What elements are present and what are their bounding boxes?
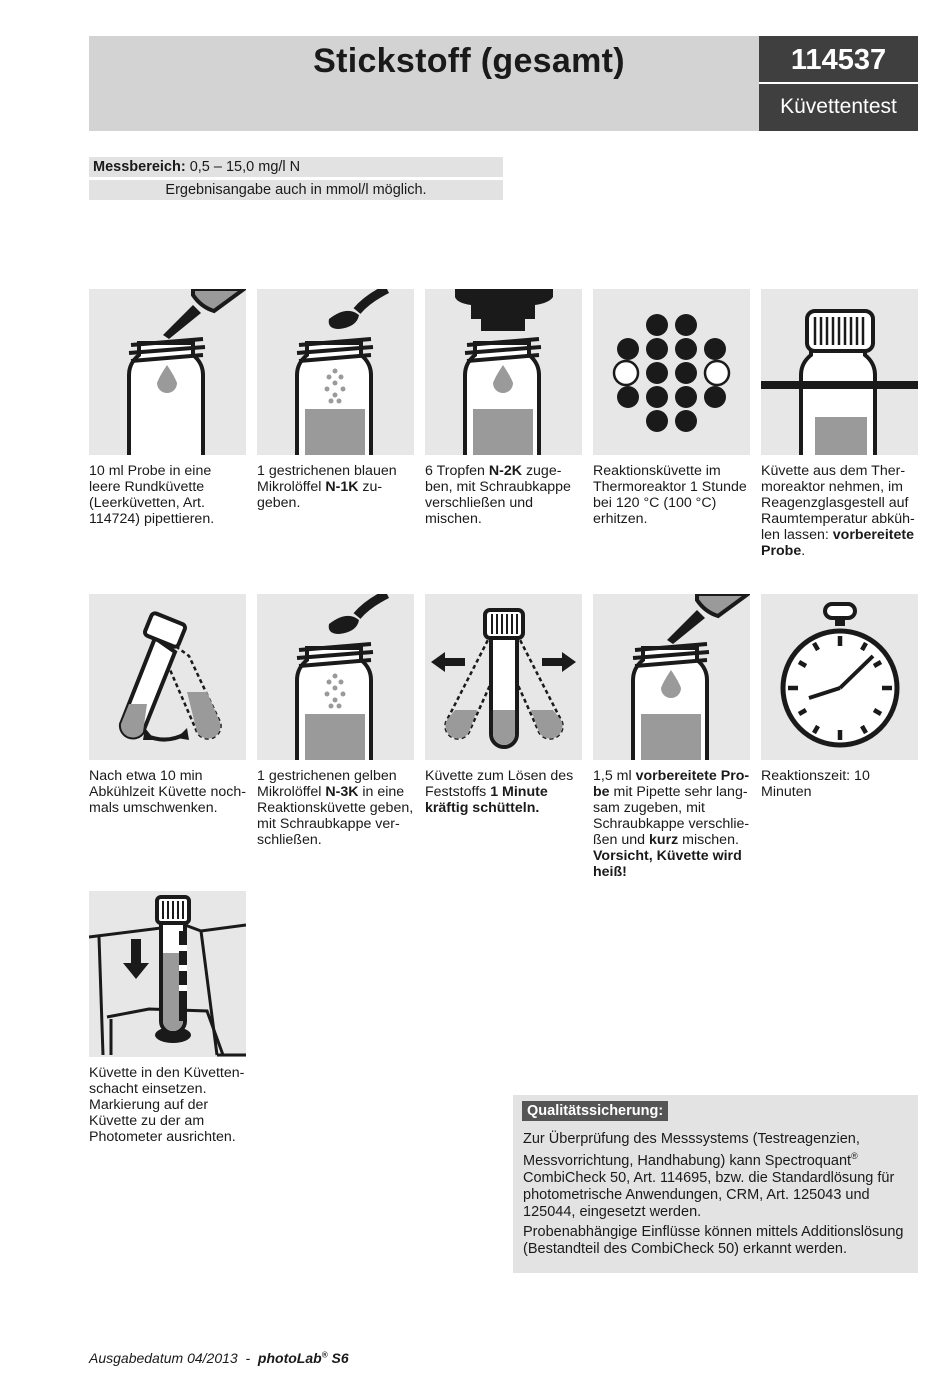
measuring-range-value: 0,5 – 15,0 mg/l N [189,159,301,175]
step-text-run: Küvette in den Küvettenschacht einsetzen. Markierung auf der Küvette zu der am Photometer ausrichten. [89,1065,245,1145]
step-text-run: in eine Reaktionsküvette geben, mit Schraubkappe verschließen. [257,784,414,848]
title-bar [89,36,918,131]
step-text-run: 10 ml Probe in eine leere Rundküvette (Leerküvetten, Art. 114724) pipettieren. [89,463,215,527]
measuring-range-note: Ergebnisangabe auch in mmol/l möglich. [89,180,503,200]
step-text-run: N-2K [488,463,522,479]
step-text-run: Küvette aus dem Thermoreaktor nehmen, im Reagenzglasgestell auf Raumtemperatur abkühlen lassen: [761,463,915,543]
step-1 [89,289,246,527]
step-1-illustration [89,289,246,455]
pipette-into-empty-vial-icon [89,289,246,455]
article-number: 114537 [759,36,918,84]
step-text-run: N-3K [325,784,359,800]
measuring-range [89,157,503,177]
step-text-run: 1 gestrichenen gelben Mikrolöffel [257,768,397,800]
insert-vial-into-photometer-icon [89,891,246,1057]
registered-mark: ® [851,1151,858,1161]
step-2 [257,289,414,511]
product-name: photoLab [257,1350,322,1366]
step-9-illustration [593,594,750,760]
step-1-text [89,463,246,527]
step-4-text [593,463,750,527]
step-text-run: mischen. [678,832,739,848]
pipette-into-vial-icon [593,594,750,760]
footer [89,1350,349,1366]
step-3 [425,289,582,527]
step-8-illustration [425,594,582,760]
quality-assurance-heading: Qualitätssicherung: [522,1101,668,1121]
step-5 [761,289,918,559]
step-text-run: vorbereitete Probe [761,527,914,559]
stopwatch-icon [761,594,918,760]
step-text-run: . [801,543,806,559]
step-3-illustration [425,289,582,455]
step-text-run: 1 Minute kräftig schütteln. [425,784,548,816]
test-type-label: Küvettentest [759,84,918,131]
step-text-run: 1 gestrichenen blauen Mikrolöffel [257,463,397,495]
step-text-run: vorbereitete Probe [593,768,750,800]
step-10-illustration [761,594,918,760]
step-5-text [761,463,918,559]
step-text-run: zugeben, mit Schraubkappe verschließen und mischen. [425,463,571,527]
footer-separator: - [237,1350,258,1366]
step-7-text [257,768,414,848]
step-text-run: Reaktionsküvette im Thermoreaktor 1 Stunde bei 120 °C (100 °C) erhitzen. [593,463,747,527]
step-8 [425,594,582,816]
step-5-illustration [761,289,918,455]
step-text-run: 6 Tropfen [425,463,489,479]
step-11-text [89,1065,246,1145]
step-7 [257,594,414,848]
step-6-illustration [89,594,246,760]
step-4-illustration [593,289,750,455]
step-9-text [593,768,750,880]
dropper-bottle-add-drops-icon [425,289,582,455]
step-text-run: kurz [649,832,679,848]
step-7-illustration [257,594,414,760]
step-6-text [89,768,246,816]
step-9 [593,594,750,880]
step-3-text [425,463,582,527]
qa-text-a: Zur Überprüfung des Messsystems (Testreagenzien, Messvorrichtung, Handhabung) kann Spectroquant [523,1131,860,1169]
product-model: S6 [327,1350,349,1366]
step-text-run: Vorsicht, Küvette wird heiß! [593,848,742,880]
shake-vial-icon [425,594,582,760]
step-11-illustration [89,891,246,1057]
step-4 [593,289,750,527]
measuring-range-label: Messbereich: [93,159,186,175]
page-title: Stickstoff (gesamt) [313,42,625,80]
step-10-text [761,768,918,800]
step-11 [89,891,246,1145]
step-8-text [425,768,582,816]
step-2-illustration [257,289,414,455]
product-registered-mark: ® [321,1350,328,1360]
vial-in-rack-cooling-icon [761,289,918,455]
step-text-run: 1,5 ml [593,768,636,784]
step-6 [89,594,246,816]
step-text-run: Reaktionszeit: 10 Minuten [761,768,870,800]
step-text-run: Küvette zum Lösen des Feststoffs [425,768,574,800]
quality-assurance-paragraph-1 [523,1131,915,1221]
swirl-vial-icon [89,594,246,760]
microspoon-add-powder-icon [257,594,414,760]
step-2-text [257,463,414,511]
qa-text-b: CombiCheck 50, Art. 114695, bzw. die Standardlösung für photometrische Anwendungen, CRM, Art. 125043 und 125044, eingesetzt werden. [523,1169,895,1220]
thermoreactor-block-icon [593,289,750,455]
quality-assurance-box [513,1095,918,1273]
quality-assurance-paragraph-2: Probenabhängige Einflüsse können mittels Additionslösung (Bestandteil des CombiCheck 50) erkannt werden. [523,1224,904,1257]
step-text-run: mit Pipette sehr langsam zugeben, mit Schraubkappe verschließen und [593,784,750,848]
issue-date: Ausgabedatum 04/2013 [89,1350,238,1366]
step-text-run: N-1K [325,479,359,495]
step-10 [761,594,918,800]
step-text-run: zugeben. [257,479,383,511]
microspoon-add-powder-icon [257,289,414,455]
step-text-run: Nach etwa 10 min Abkühlzeit Küvette nochmals umschwenken. [89,768,246,816]
